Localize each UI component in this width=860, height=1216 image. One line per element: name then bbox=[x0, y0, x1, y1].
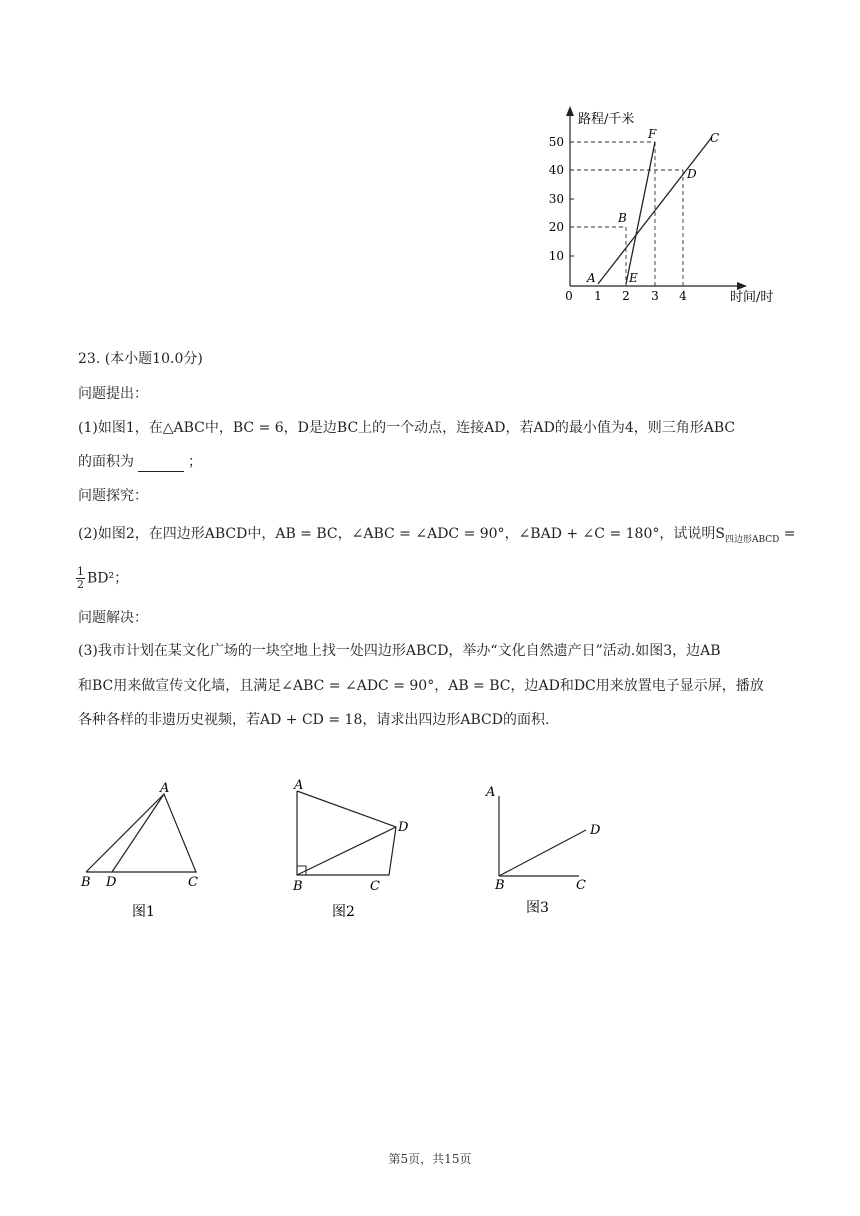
part3-line3: 各种各样的非遗历史视频，若AD + CD = 18，请求出四边形ABCD的面积. bbox=[78, 712, 550, 728]
x-axis-arrow bbox=[737, 282, 747, 290]
svg-text:B: B bbox=[81, 875, 91, 890]
point-label-A: A bbox=[587, 271, 596, 285]
svg-text:D: D bbox=[398, 820, 409, 835]
part2-text: (2)如图2，在四边形ABCD中，AB = BC，∠ABC = ∠ADC = 90°，∠BAD + ∠C = 180°，试说明S bbox=[78, 526, 725, 542]
y-tick-label: 50 bbox=[548, 135, 564, 149]
question-header: 23. (本小题10.0分) bbox=[78, 351, 203, 367]
x-axis-title: 时间/时 bbox=[730, 290, 774, 305]
figure-3 bbox=[482, 780, 622, 925]
part3-line1: (3)我市计划在某文化广场的一块空地上找一处四边形ABCD，举办“文化自然遗产日”活动.如图3，边AB bbox=[78, 643, 721, 659]
x-tick-label: 1 bbox=[594, 289, 602, 303]
part2-line2 bbox=[76, 566, 128, 591]
x-tick-label: 3 bbox=[651, 289, 659, 303]
part2-subscript: 四边形ABCD bbox=[724, 534, 780, 545]
y-tick-label: 40 bbox=[548, 163, 564, 177]
svg-text:C: C bbox=[370, 879, 380, 894]
svg-text:A: A bbox=[160, 781, 170, 796]
figure-3-caption: 图3 bbox=[526, 900, 549, 916]
svg-text:C: C bbox=[576, 878, 586, 893]
y-axis-title: 路程/千米 bbox=[578, 112, 635, 127]
part2-equals: = bbox=[779, 526, 796, 542]
answer-blank bbox=[138, 457, 184, 472]
y-tick-label: 20 bbox=[548, 220, 564, 234]
point-label-D: D bbox=[687, 167, 697, 181]
svg-text:D: D bbox=[590, 823, 601, 838]
part1-suffix: ； bbox=[188, 454, 202, 470]
x-tick-label: 0 bbox=[565, 289, 573, 303]
part1-line2 bbox=[78, 452, 202, 472]
point-label-B: B bbox=[618, 211, 627, 225]
svg-text:D: D bbox=[106, 875, 117, 890]
figure-1 bbox=[76, 780, 216, 925]
part1-line1: (1)如图1，在△ABC中，BC = 6，D是边BC上的一个动点，连接AD，若AD的最小值为4，则三角形ABC bbox=[78, 420, 736, 436]
part2-line1 bbox=[78, 524, 796, 550]
section-title: 问题解决： bbox=[78, 610, 148, 626]
svg-text:C: C bbox=[188, 875, 198, 890]
y-tick-label: 30 bbox=[548, 192, 564, 206]
y-tick-label: 10 bbox=[548, 249, 564, 263]
part3-line2: 和BC用来做宣传文化墙，且满足∠ABC = ∠ADC = 90°，AB = BC，边AD和DC用来放置电子显示屏，播放 bbox=[78, 678, 764, 694]
y-axis-arrow bbox=[566, 106, 574, 116]
x-tick-label: 2 bbox=[622, 289, 630, 303]
svg-text:A: A bbox=[294, 778, 304, 793]
fraction-half: $\frac{1}{2}$ bbox=[77, 565, 84, 591]
x-tick-label: 4 bbox=[679, 289, 687, 303]
svg-text:B: B bbox=[293, 879, 303, 894]
section-title: 问题探究： bbox=[78, 488, 148, 504]
part2-bd-squared: BD²； bbox=[87, 570, 129, 587]
point-label-E: E bbox=[629, 271, 638, 285]
svg-text:B: B bbox=[495, 878, 505, 893]
section-title: 问题提出： bbox=[78, 386, 148, 402]
svg-text:A: A bbox=[486, 785, 496, 800]
line-EF bbox=[626, 142, 655, 284]
figure-2 bbox=[286, 775, 426, 925]
point-label-C: C bbox=[710, 131, 720, 145]
page-footer: 第5页，共15页 bbox=[388, 1152, 472, 1166]
figure-2-caption: 图2 bbox=[332, 904, 355, 920]
figure-1-caption: 图1 bbox=[132, 904, 155, 920]
point-label-F: F bbox=[648, 127, 657, 141]
part1-prefix: 的面积为 bbox=[78, 454, 134, 470]
distance-time-graph bbox=[540, 100, 790, 310]
